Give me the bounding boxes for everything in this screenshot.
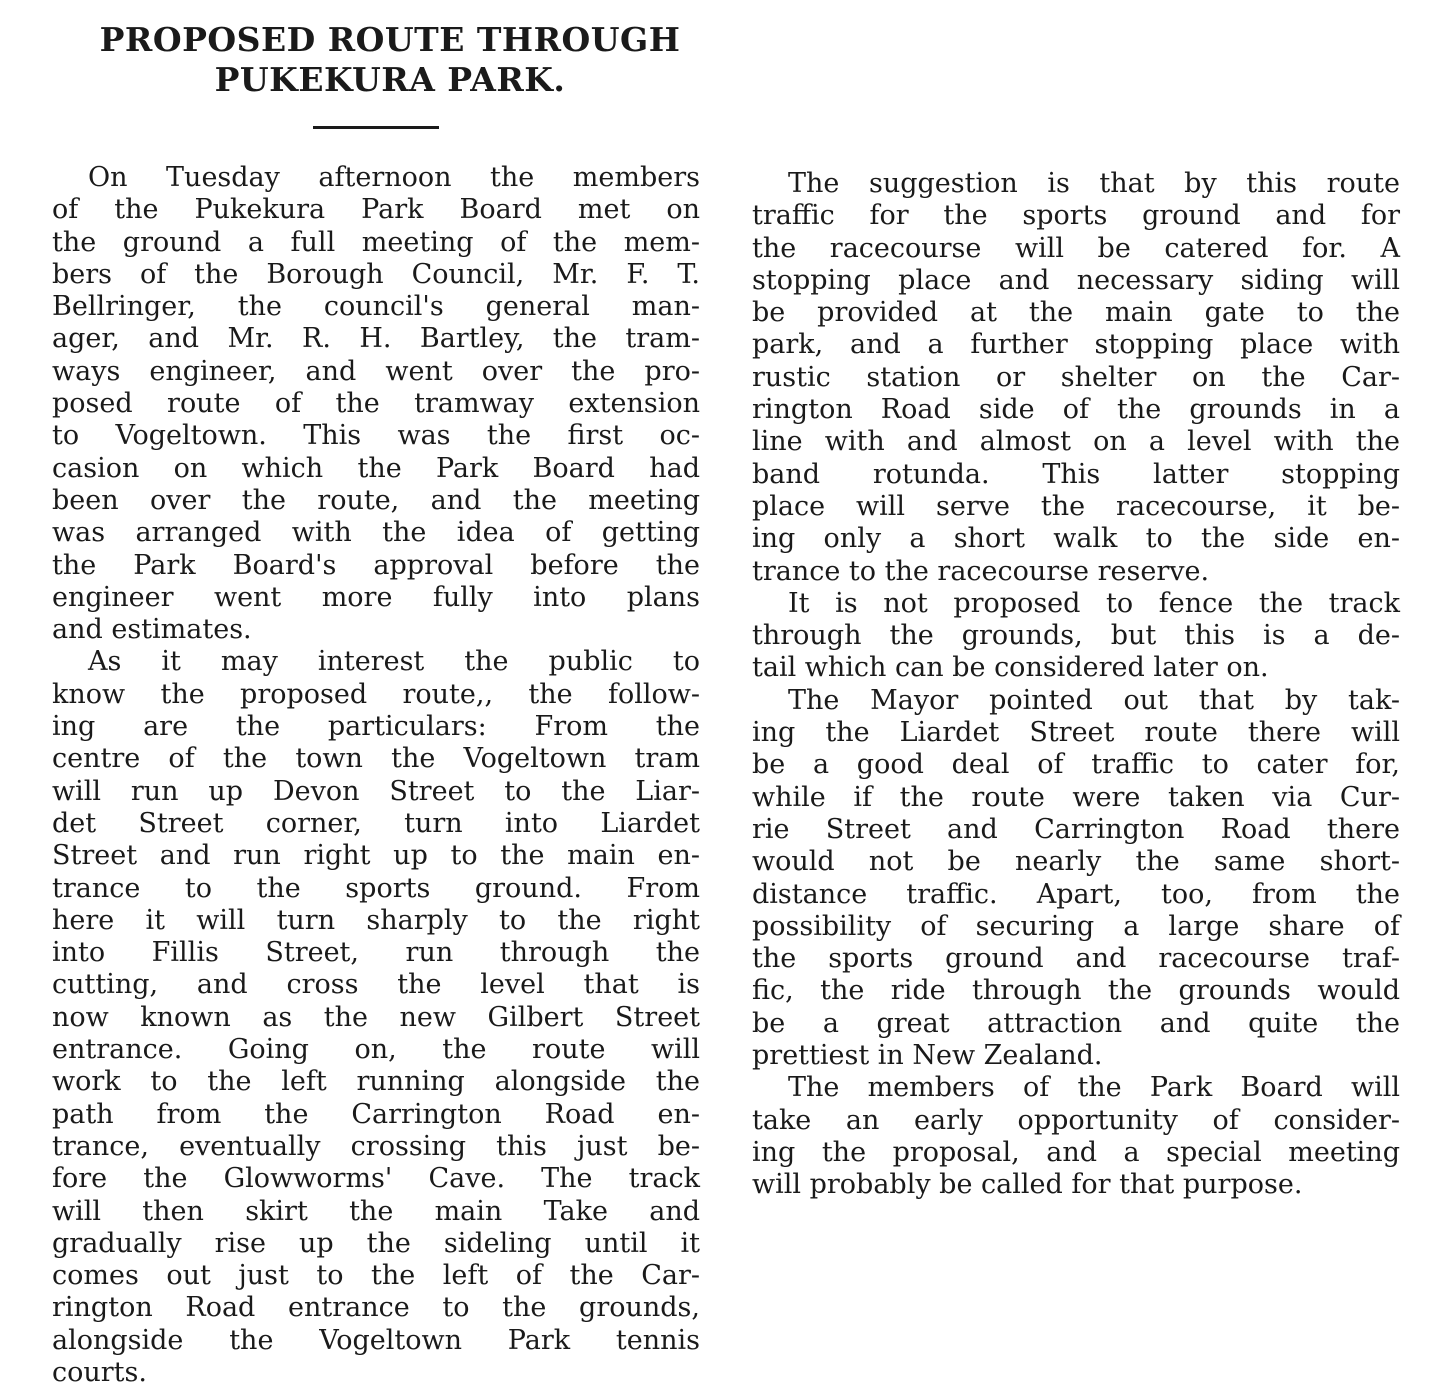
- text-line: of the Pukekura Park Board met on: [52, 194, 700, 226]
- text-line: into Fillis Street, run through the: [52, 937, 700, 969]
- text-line: cutting, and cross the level that is: [52, 969, 700, 1001]
- text-line: now known as the new Gilbert Street: [52, 1001, 700, 1033]
- text-line: prettiest in New Zealand.: [752, 1040, 1103, 1072]
- text-line: traffic for the sports ground and for: [752, 200, 1400, 232]
- text-line: ager, and Mr. R. H. Bartley, the tram-: [52, 323, 700, 355]
- text-line: been over the route, and the meeting: [52, 484, 700, 516]
- text-line: alongside the Vogeltown Park tennis: [52, 1324, 700, 1356]
- text-line: know the proposed route,, the follow-: [52, 678, 700, 710]
- text-line: ing the Liardet Street route there will: [752, 717, 1400, 749]
- text-line: take an early opportunity of consider-: [752, 1104, 1400, 1136]
- text-line: The Mayor pointed out that by tak-: [788, 684, 1400, 716]
- text-line: engineer went more fully into plans: [52, 581, 700, 613]
- text-line: centre of the town the Vogeltown tram: [52, 743, 700, 775]
- text-line: ways engineer, and went over the pro-: [52, 355, 700, 387]
- text-line: gradually rise up the sideling until it: [52, 1227, 700, 1259]
- text-line: casion on which the Park Board had: [52, 452, 700, 484]
- text-line: rington Road entrance to the grounds,: [52, 1292, 700, 1324]
- article-column-right: [752, 168, 1400, 1202]
- text-line: Street and run right up to the main en-: [52, 840, 700, 872]
- text-line: rie Street and Carrington Road there: [752, 813, 1400, 845]
- text-line: through the grounds, but this is a de-: [752, 620, 1400, 652]
- text-line: The suggestion is that by this route: [788, 168, 1400, 199]
- text-line: stopping place and necessary siding will: [752, 264, 1400, 296]
- text-line: trance, eventually crossing this just be-: [52, 1130, 700, 1162]
- text-line: while if the route were taken via Cur-: [752, 781, 1400, 813]
- text-line: the racecourse will be catered for. A: [752, 232, 1400, 264]
- headline-line-2: PUKEKURA PARK.: [214, 60, 566, 99]
- text-line: be provided at the main gate to the: [752, 297, 1400, 329]
- text-line: possibility of securing a large share of: [752, 910, 1400, 942]
- text-line: trance to the racecourse reserve.: [752, 555, 1210, 587]
- text-line: As it may interest the public to: [88, 646, 700, 678]
- text-line: trance to the sports ground. From: [52, 872, 700, 904]
- text-line: to Vogeltown. This was the first oc-: [52, 420, 700, 452]
- article-headline: [60, 20, 720, 100]
- headline-line-1: PROPOSED ROUTE THROUGH: [99, 20, 681, 59]
- text-line: would not be nearly the same short-: [752, 846, 1400, 878]
- text-line: Bellringer, the council's general man-: [52, 291, 700, 323]
- text-line: ing the proposal, and a special meeting: [752, 1136, 1400, 1168]
- text-line: band rotunda. This latter stopping: [752, 458, 1400, 490]
- text-line: will then skirt the main Take and: [52, 1195, 700, 1227]
- text-line: path from the Carrington Road en-: [52, 1098, 700, 1130]
- text-line: work to the left running alongside the: [52, 1066, 700, 1098]
- text-line: park, and a further stopping place with: [752, 329, 1400, 361]
- text-line: the sports ground and racecourse traf-: [752, 943, 1400, 975]
- text-line: ing only a short walk to the side en-: [752, 523, 1400, 555]
- text-line: On Tuesday afternoon the members: [88, 162, 700, 193]
- text-line: fic, the ride through the grounds would: [752, 975, 1400, 1007]
- text-line: courts.: [52, 1356, 147, 1388]
- text-line: be a good deal of traffic to cater for,: [752, 749, 1400, 781]
- text-line: will probably be called for that purpose.: [752, 1169, 1303, 1201]
- text-line: was arranged with the idea of getting: [52, 517, 700, 549]
- text-line: fore the Glowworms' Cave. The track: [52, 1163, 700, 1195]
- text-line: line with and almost on a level with the: [752, 426, 1400, 458]
- text-line: the ground a full meeting of the mem-: [52, 226, 700, 258]
- text-line: be a great attraction and quite the: [752, 1007, 1400, 1039]
- text-line: and estimates.: [52, 614, 252, 646]
- text-line: It is not proposed to fence the track: [788, 587, 1400, 619]
- text-line: place will serve the racecourse, it be-: [752, 490, 1400, 522]
- text-line: distance traffic. Apart, too, from the: [752, 878, 1400, 910]
- article-column-left: [52, 162, 700, 1389]
- text-line: det Street corner, turn into Liardet: [52, 807, 700, 839]
- text-line: rington Road side of the grounds in a: [752, 394, 1400, 426]
- text-line: bers of the Borough Council, Mr. F. T.: [52, 258, 700, 290]
- text-line: rustic station or shelter on the Car-: [752, 361, 1400, 393]
- text-line: here it will turn sharply to the right: [52, 904, 700, 936]
- headline-divider: [313, 126, 439, 129]
- text-line: comes out just to the left of the Car-: [52, 1260, 700, 1292]
- text-line: posed route of the tramway extension: [52, 388, 700, 420]
- text-line: tail which can be considered later on.: [752, 652, 1269, 684]
- text-line: entrance. Going on, the route will: [52, 1034, 700, 1066]
- text-line: ing are the particulars: From the: [52, 711, 700, 743]
- text-line: the Park Board's approval before the: [52, 549, 700, 581]
- text-line: The members of the Park Board will: [788, 1072, 1400, 1104]
- text-line: will run up Devon Street to the Liar-: [52, 775, 700, 807]
